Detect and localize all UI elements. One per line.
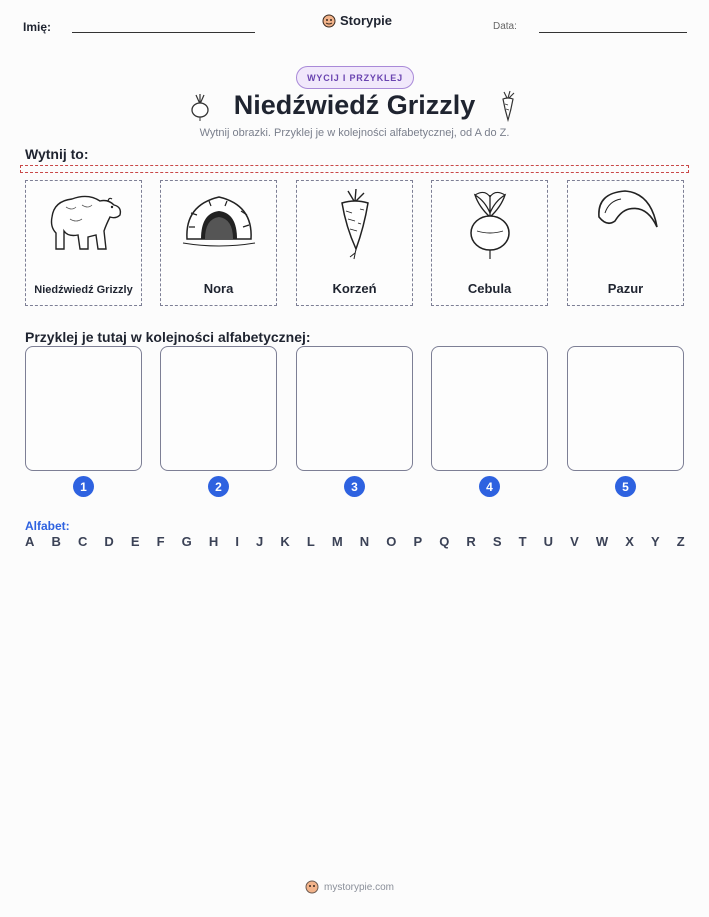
alphabet-letter: L	[306, 534, 315, 549]
cut-card-den[interactable]	[160, 180, 277, 306]
footer-url[interactable]: mystorypie.com	[324, 881, 395, 893]
alphabet-letter: X	[625, 534, 634, 549]
alphabet-letter: V	[570, 534, 579, 549]
brand-name: Storypie	[340, 13, 393, 28]
alphabet-letter: W	[595, 534, 609, 549]
date-line[interactable]	[539, 32, 687, 33]
alphabet-letter: C	[77, 534, 88, 549]
slot-number: 5	[615, 476, 636, 497]
root-decor-icon	[498, 90, 518, 122]
bear-icon	[42, 187, 126, 255]
alphabet-letter: J	[256, 534, 264, 549]
slot-number: 2	[208, 476, 229, 497]
alphabet-letter: I	[235, 534, 239, 549]
slot-number: 3	[344, 476, 365, 497]
brand-logo	[322, 13, 392, 28]
cut-dashed-line	[20, 165, 689, 173]
card-label: Korzeń	[332, 281, 377, 296]
cut-card-bulb[interactable]	[431, 180, 548, 306]
alphabet-letter: E	[130, 534, 140, 549]
bulb-icon	[465, 187, 515, 261]
card-label: Cebula	[467, 281, 512, 296]
alphabet-letter: Z	[676, 534, 685, 549]
date-label: Data:	[493, 21, 517, 32]
cut-card-bear[interactable]	[25, 180, 142, 306]
den-icon	[181, 187, 257, 251]
cut-heading: Wytnij to:	[25, 146, 89, 162]
alphabet-letter: B	[51, 534, 61, 549]
storypie-mascot-icon	[322, 14, 336, 28]
name-label: Imię:	[23, 20, 52, 34]
alphabet-letter: U	[543, 534, 554, 549]
alphabet-letter: A	[25, 534, 35, 549]
cut-card-claw[interactable]	[567, 180, 684, 306]
alphabet-letter: R	[466, 534, 476, 549]
footer	[305, 880, 394, 894]
alphabet-letter: T	[518, 534, 527, 549]
alphabet-letter: K	[280, 534, 290, 549]
alphabet-letter: M	[331, 534, 343, 549]
card-label: Nora	[203, 281, 234, 296]
cut-card-root[interactable]	[296, 180, 413, 306]
paste-slot-5[interactable]	[567, 346, 684, 471]
paste-slot-4[interactable]	[431, 346, 548, 471]
claw-icon	[591, 187, 661, 247]
alphabet-row	[25, 534, 685, 549]
alphabet-letter: O	[386, 534, 397, 549]
paste-slot-3[interactable]	[296, 346, 413, 471]
slot-number: 4	[479, 476, 500, 497]
alphabet-letter: D	[104, 534, 114, 549]
alphabet-letter: P	[413, 534, 423, 549]
page-title: Niedźwiedź Grizzly	[233, 90, 476, 120]
alphabet-letter: F	[156, 534, 165, 549]
storypie-mascot-icon	[305, 880, 319, 894]
instructions: Wytnij obrazki. Przyklej je w kolejności alfabetycznej, od A do Z.	[199, 127, 510, 139]
alphabet-letter: H	[208, 534, 219, 549]
activity-badge: WYCIJ I PRZYKLEJ	[296, 66, 414, 89]
alphabet-heading: Alfabet:	[25, 519, 70, 533]
slot-number: 1	[73, 476, 94, 497]
card-label: Pazur	[607, 281, 644, 296]
paste-heading: Przyklej je tutaj w kolejności alfabetycznej:	[25, 329, 311, 345]
alphabet-letter: Y	[650, 534, 660, 549]
paste-slot-2[interactable]	[160, 346, 277, 471]
card-label: Niedźwiedź Grizzly	[34, 284, 133, 296]
paste-slot-1[interactable]	[25, 346, 142, 471]
alphabet-letter: S	[492, 534, 502, 549]
root-icon	[330, 187, 380, 261]
alphabet-letter: G	[181, 534, 192, 549]
alphabet-letter: Q	[439, 534, 450, 549]
name-line[interactable]	[72, 32, 255, 33]
alphabet-letter: N	[359, 534, 370, 549]
